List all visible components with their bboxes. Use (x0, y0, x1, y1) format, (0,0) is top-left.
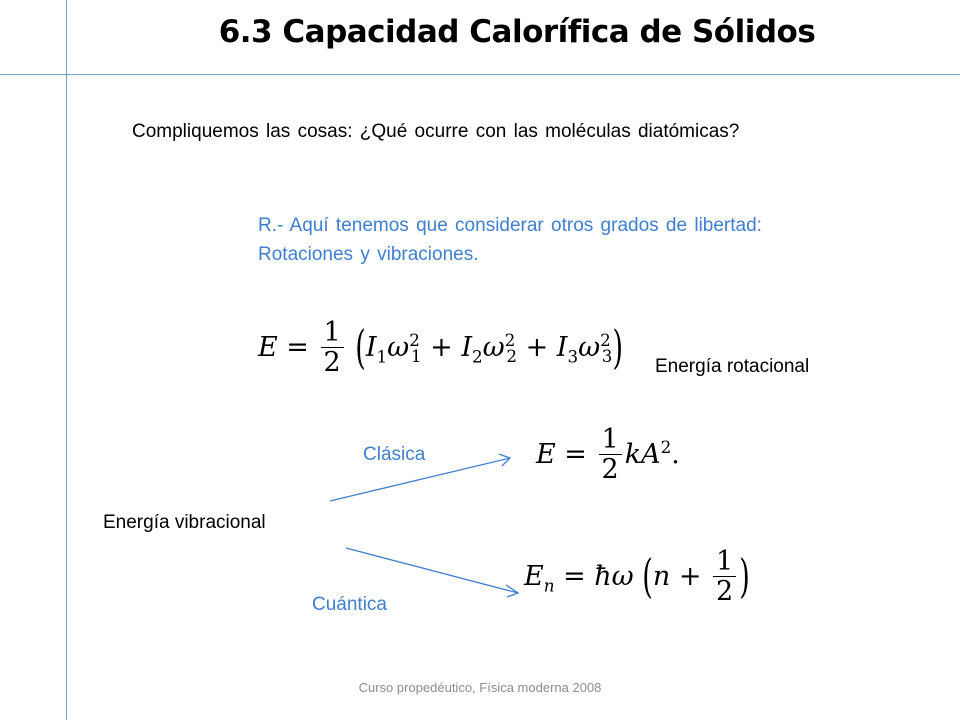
slide-title: 6.3 Capacidad Calorífica de Sólidos (218, 14, 816, 50)
quantum-label: Cuántica (312, 594, 387, 615)
classical-energy-equation: E = $\frac{1}{2}$ $kA^2$. (536, 424, 680, 486)
question-text: Compliquemos las cosas: ¿Qué ocurre con las moléculas diatómicas? (132, 121, 740, 142)
answer-line-1: R.- Aquí tenemos que considerar otros grados de libertad: (258, 215, 762, 236)
vibrational-energy-label: Energía vibracional (103, 512, 266, 533)
footer-text: Curso propedéutico, Física moderna 2008 (358, 680, 602, 695)
rotational-energy-equation: E = $\frac{1}{2}$ $(I_1\omega^2_1 + I_2\omega^2_2 + I_3\omega^2_3)$ (258, 317, 623, 379)
answer-line-2: Rotaciones y vibraciones. (258, 244, 479, 265)
quantum-arrow-line (346, 548, 518, 593)
rotational-energy-label: Energía rotacional (655, 356, 810, 377)
classical-label: Clásica (363, 444, 426, 465)
classical-arrow-line (330, 458, 510, 501)
quantum-energy-equation: $E_n$ = ħω (n + $\frac{1}{2}$ ) (524, 546, 750, 608)
